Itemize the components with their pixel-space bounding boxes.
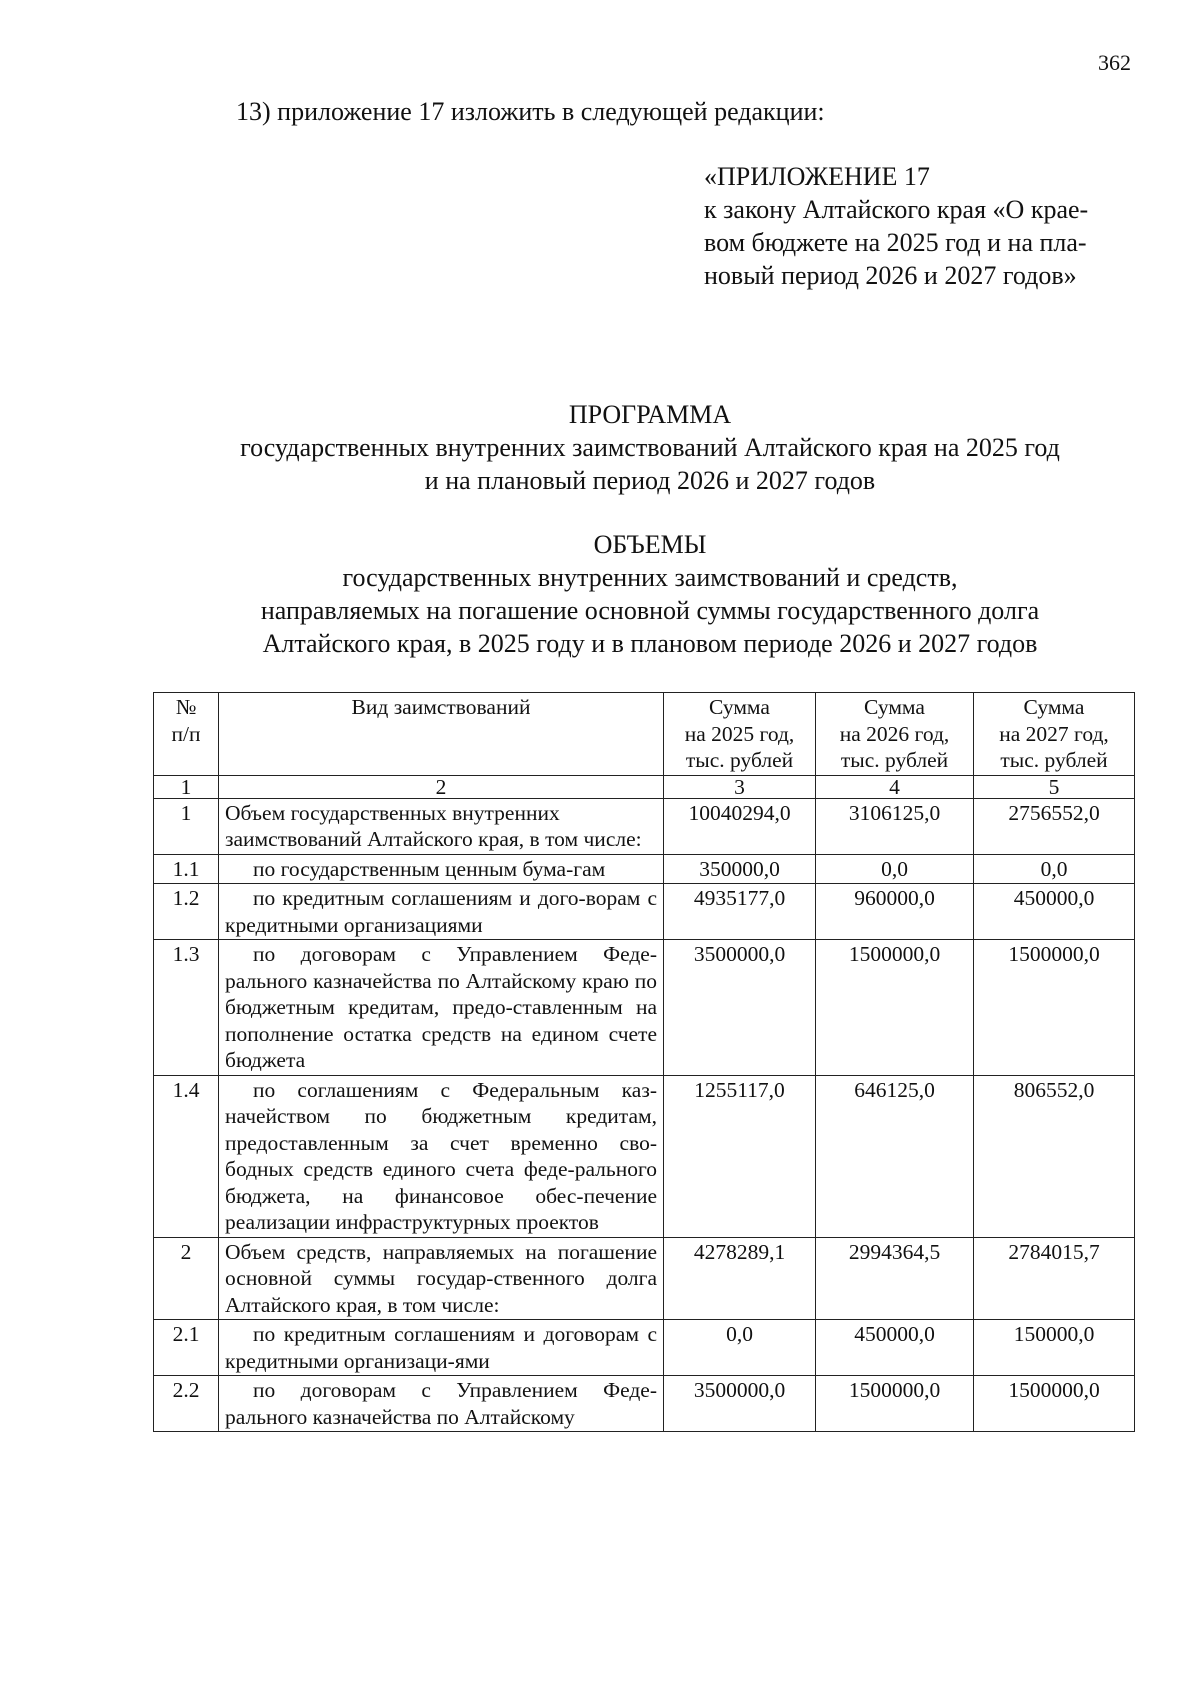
annex-line: к закону Алтайского края «О крае- xyxy=(704,195,1089,224)
value-2027: 2756552,0 xyxy=(974,798,1135,854)
table-row xyxy=(154,854,1135,884)
table-row xyxy=(154,1376,1135,1432)
row-number: 2.2 xyxy=(154,1376,219,1432)
row-number: 1.3 xyxy=(154,940,219,1076)
value-2026: 646125,0 xyxy=(816,1075,974,1237)
column-index: 4 xyxy=(816,775,974,798)
value-2025: 4935177,0 xyxy=(664,884,816,940)
header-2026: Сумма на 2026 год, тыс. рублей xyxy=(816,693,974,776)
volumes-subtitle-line: государственных внутренних заимствований и средств, xyxy=(342,563,958,592)
annex-line: «ПРИЛОЖЕНИЕ 17 xyxy=(704,162,930,191)
value-2027: 0,0 xyxy=(974,854,1135,884)
value-2025: 10040294,0 xyxy=(664,798,816,854)
row-number: 1 xyxy=(154,798,219,854)
value-2026: 960000,0 xyxy=(816,884,974,940)
value-2025: 0,0 xyxy=(664,1320,816,1376)
row-description: по государственным ценным бума-гам xyxy=(219,854,664,884)
volumes-subtitle-line: Алтайского края, в 2025 году и в плановом периоде 2026 и 2027 годов xyxy=(262,629,1038,658)
table-row xyxy=(154,1237,1135,1320)
volumes-heading xyxy=(0,528,1200,660)
value-2025: 4278289,1 xyxy=(664,1237,816,1320)
row-description: по договорам с Управлением Феде-рального казначейства по Алтайскому xyxy=(219,1376,664,1432)
table-row xyxy=(154,940,1135,1076)
program-heading xyxy=(0,398,1200,497)
value-2027: 806552,0 xyxy=(974,1075,1135,1237)
row-description: по договорам с Управлением Феде-рального казначейства по Алтайскому краю по бюджетным кредитам, предо-ставленным на пополнение остатка средств на едином счете бюджета xyxy=(219,940,664,1076)
value-2026: 0,0 xyxy=(816,854,974,884)
value-2027: 1500000,0 xyxy=(974,940,1135,1076)
table-row xyxy=(154,1075,1135,1237)
row-description: по кредитным соглашениям и дого-ворам с кредитными организациями xyxy=(219,884,664,940)
program-subtitle-line: и на плановый период 2026 и 2027 годов xyxy=(424,466,876,495)
annex-heading xyxy=(704,160,1124,292)
table-row xyxy=(154,798,1135,854)
annex-line: вом бюджете на 2025 год и на пла- xyxy=(704,228,1087,257)
value-2026: 1500000,0 xyxy=(816,940,974,1076)
row-number: 2.1 xyxy=(154,1320,219,1376)
value-2026: 3106125,0 xyxy=(816,798,974,854)
header-type: Вид заимствований xyxy=(219,693,664,776)
column-index: 5 xyxy=(974,775,1135,798)
program-title: ПРОГРАММА xyxy=(568,400,732,429)
annex-line: новый период 2026 и 2027 годов» xyxy=(704,261,1077,290)
page-number: 362 xyxy=(1098,50,1131,75)
borrowings-table xyxy=(153,692,1135,1432)
value-2026: 2994364,5 xyxy=(816,1237,974,1320)
header-2027: Сумма на 2027 год, тыс. рублей xyxy=(974,693,1135,776)
value-2025: 350000,0 xyxy=(664,854,816,884)
header-2025: Сумма на 2025 год, тыс. рублей xyxy=(664,693,816,776)
volumes-subtitle-line: направляемых на погашение основной суммы государственного долга xyxy=(260,596,1040,625)
value-2027: 450000,0 xyxy=(974,884,1135,940)
value-2025: 1255117,0 xyxy=(664,1075,816,1237)
row-description: Объем государственных внутренних заимствований Алтайского края, в том числе: xyxy=(219,798,664,854)
column-index: 3 xyxy=(664,775,816,798)
header-num: № п/п xyxy=(154,693,219,776)
value-2025: 3500000,0 xyxy=(664,940,816,1076)
value-2026: 450000,0 xyxy=(816,1320,974,1376)
value-2026: 1500000,0 xyxy=(816,1376,974,1432)
table-column-index-row xyxy=(154,775,1135,798)
volumes-title: ОБЪЕМЫ xyxy=(593,530,707,559)
program-subtitle-line: государственных внутренних заимствований Алтайского края на 2025 год xyxy=(240,433,1060,462)
table-header-row xyxy=(154,693,1135,776)
value-2025: 3500000,0 xyxy=(664,1376,816,1432)
column-index: 1 xyxy=(154,775,219,798)
value-2027: 2784015,7 xyxy=(974,1237,1135,1320)
row-number: 1.4 xyxy=(154,1075,219,1237)
value-2027: 150000,0 xyxy=(974,1320,1135,1376)
table-row xyxy=(154,884,1135,940)
row-description: по кредитным соглашениям и договорам с кредитными организаци-ями xyxy=(219,1320,664,1376)
row-description: по соглашениям с Федеральным каз-начейством по бюджетным кредитам, предоставленным за счет временно сво-бодных средств единого счета феде-рального бюджета, на финансовое обес-печение реализации инфраструктурных проектов xyxy=(219,1075,664,1237)
instruction-text: 13) приложение 17 изложить в следующей редакции: xyxy=(236,97,825,126)
column-index: 2 xyxy=(219,775,664,798)
row-description: Объем средств, направляемых на погашение основной суммы государ-ственного долга Алтайского края, в том числе: xyxy=(219,1237,664,1320)
row-number: 2 xyxy=(154,1237,219,1320)
row-number: 1.1 xyxy=(154,854,219,884)
table-row xyxy=(154,1320,1135,1376)
value-2027: 1500000,0 xyxy=(974,1376,1135,1432)
row-number: 1.2 xyxy=(154,884,219,940)
